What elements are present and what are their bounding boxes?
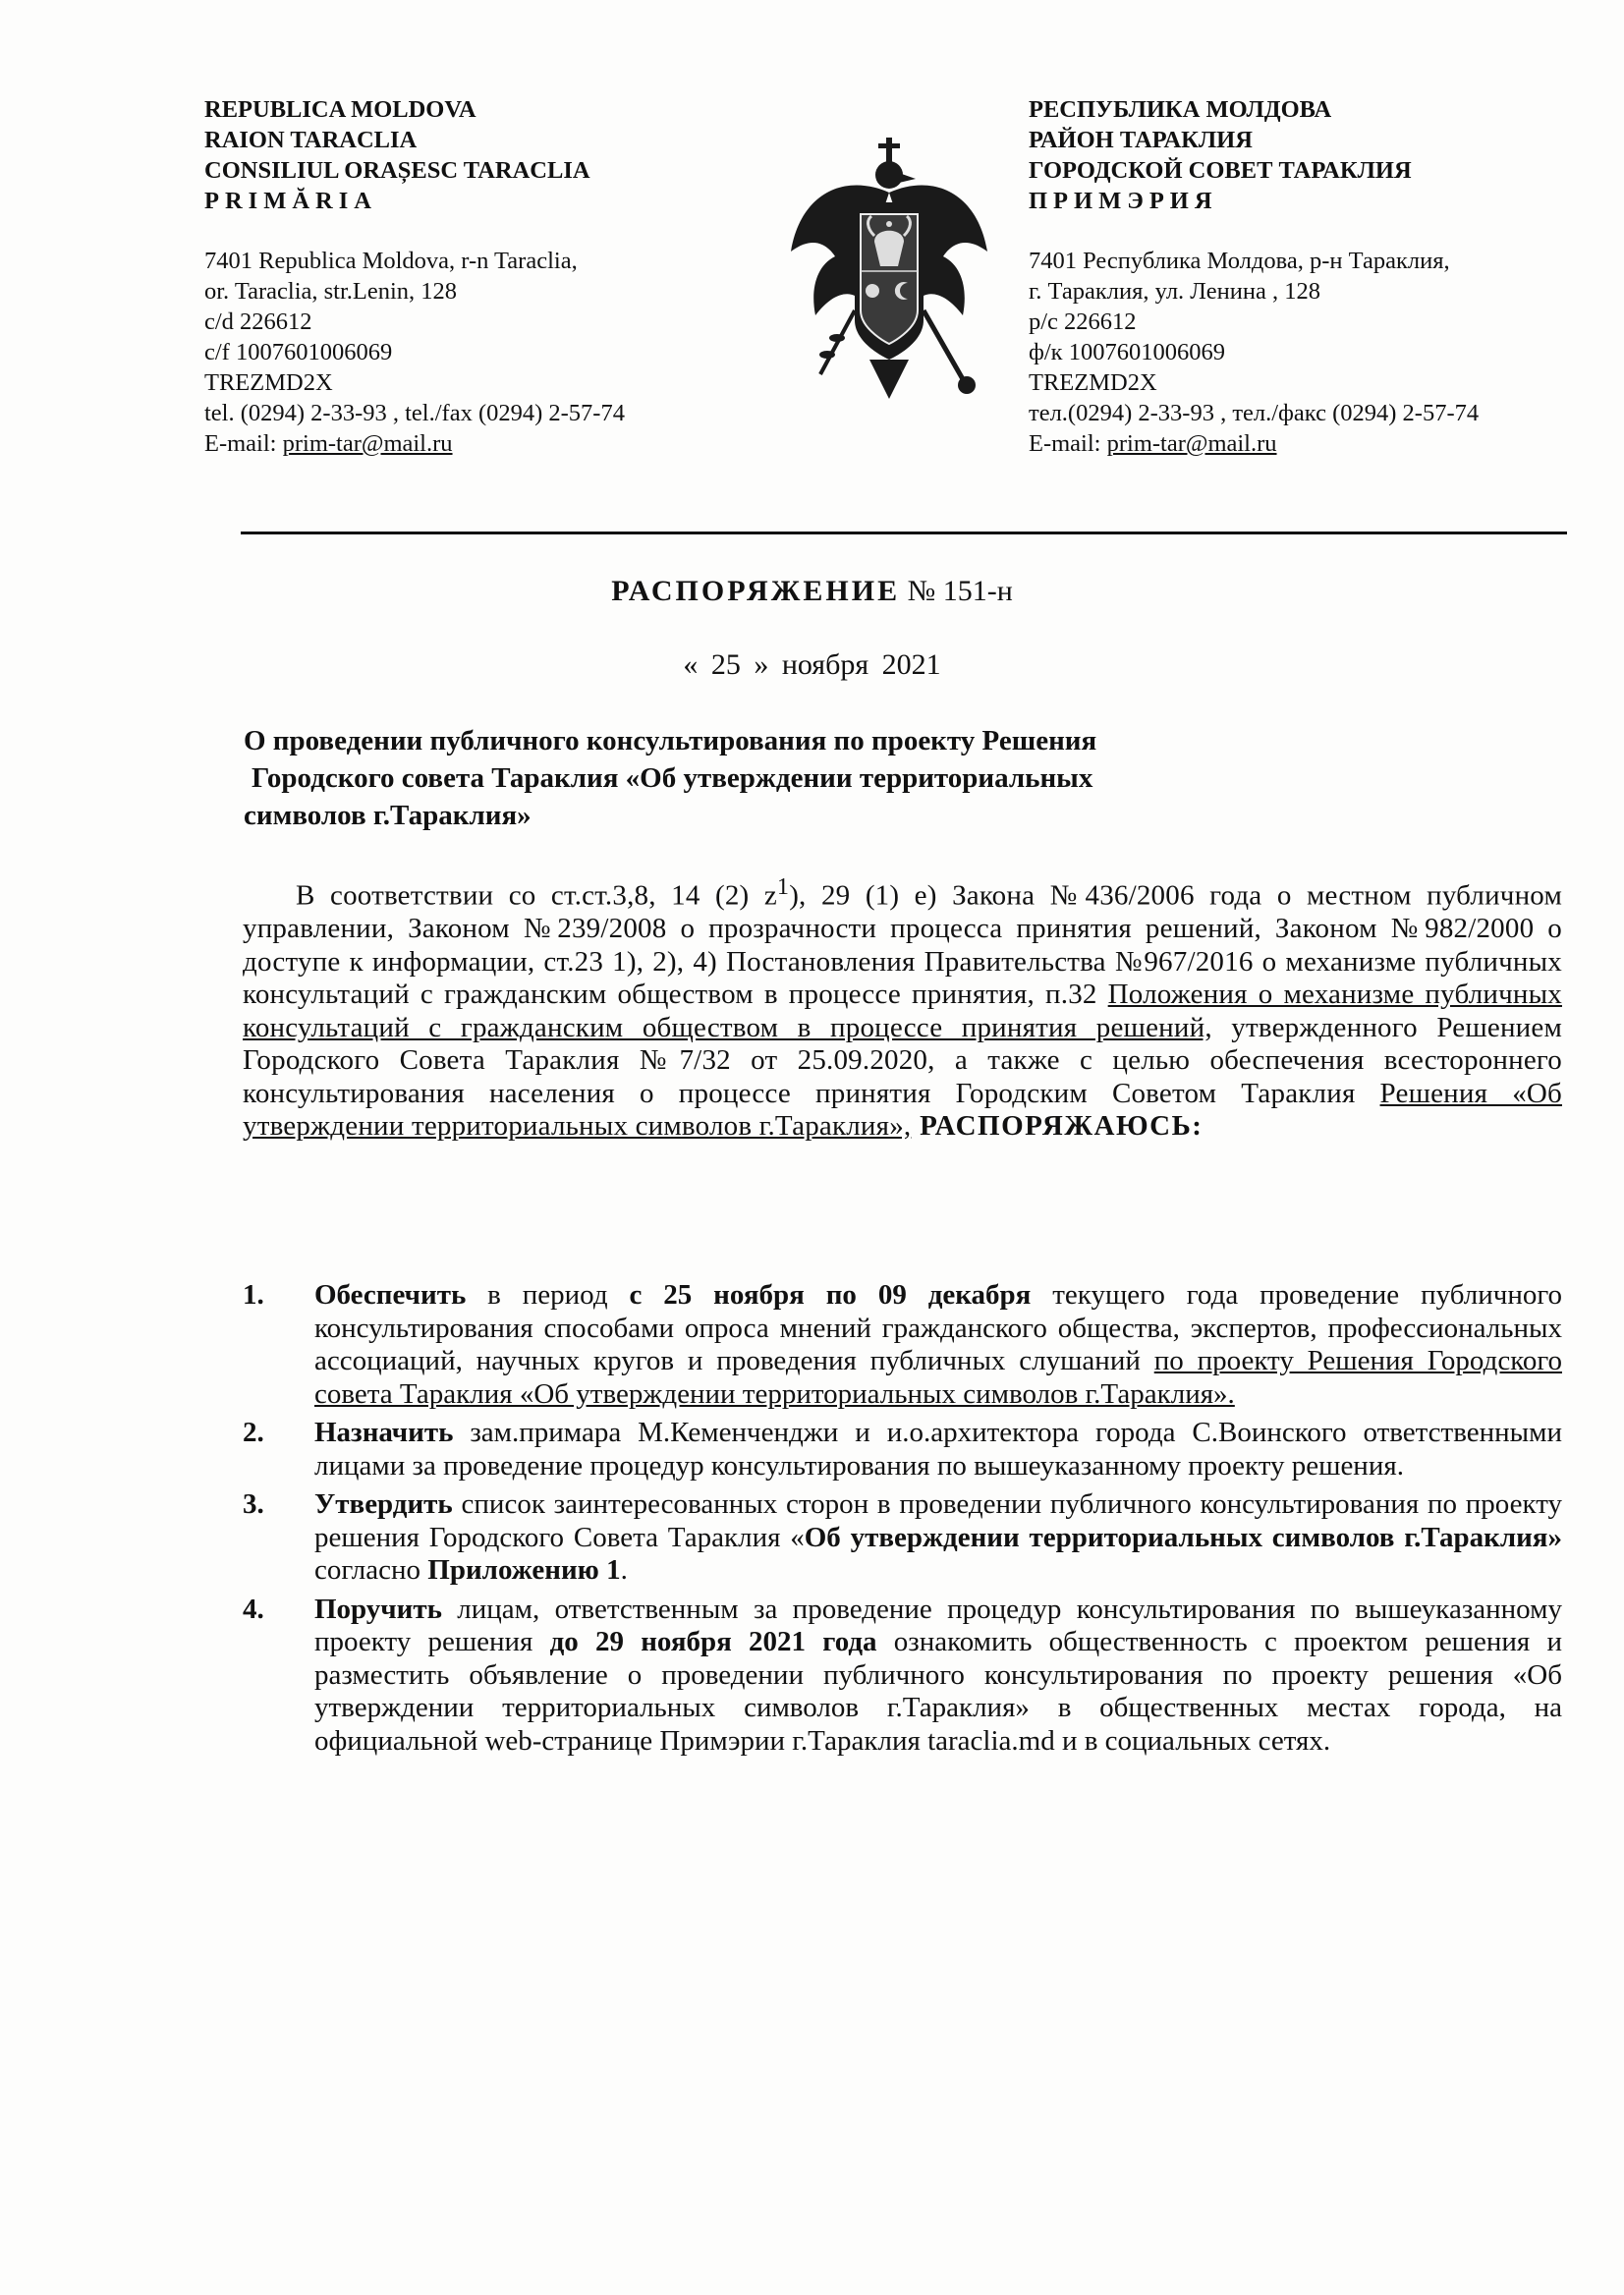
address-line-ru: г. Тараклия, ул. Ленина , 128 bbox=[1029, 278, 1320, 305]
item-verb: Утвердить bbox=[314, 1488, 453, 1520]
subject-line: Городского совета Тараклия «Об утверждении территориальных bbox=[252, 762, 1093, 794]
letterhead-romanian bbox=[204, 94, 755, 459]
list-item bbox=[243, 1279, 1562, 1411]
document-number: № 151-н bbox=[900, 575, 1013, 607]
header-divider bbox=[241, 532, 1567, 534]
document-date: « 25 » ноября 2021 bbox=[683, 648, 941, 681]
item-number: 3. bbox=[243, 1488, 264, 1520]
address-line-ro: or. Taraclia, str.Lenin, 128 bbox=[204, 278, 458, 305]
preamble-text: В соответствии со ст.ст.3,8, 14 (2) z bbox=[296, 879, 777, 912]
office-name-ru: ПРИМЭРИЯ bbox=[1029, 188, 1218, 214]
account-ro: c/d 226612 bbox=[204, 308, 312, 335]
email-line-ru bbox=[1029, 428, 1579, 459]
account-ru: р/с 226612 bbox=[1029, 308, 1137, 335]
email-link-ru[interactable]: prim-tar@mail.ru bbox=[1106, 430, 1277, 457]
list-item bbox=[243, 1488, 1562, 1588]
item-text: текущего года проведение публичного консультирования способами опроса мнений гражданского общества, экспертов, профессиональных ассоциаций, научных кругов и проведения публичных слушаний bbox=[314, 1279, 1563, 1376]
item-number: 1. bbox=[243, 1279, 264, 1311]
decision-reference: Решения «Об утверждении территориальных символов г.Тараклия», bbox=[243, 1077, 1562, 1143]
address-line-ro: 7401 Republica Moldova, r-n Taraclia, bbox=[204, 248, 578, 274]
item-text: . bbox=[620, 1554, 628, 1586]
phone-ru: тел.(0294) 2-33-93 , тел./факс (0294) 2-57-74 bbox=[1029, 400, 1480, 426]
coat-of-arms-icon bbox=[776, 134, 1002, 409]
letterhead-russian bbox=[1029, 94, 1579, 459]
council-name-ru: ГОРОДСКОЙ СОВЕТ ТАРАКЛИЯ bbox=[1029, 157, 1412, 184]
item-verb: Назначить bbox=[314, 1417, 454, 1448]
item-text: лицам, ответственным за проведение процедур консультирования по вышеуказанному проекту решения bbox=[314, 1593, 1562, 1657]
address-line-ru: 7401 Республика Молдова, р-н Тараклия, bbox=[1029, 248, 1450, 274]
item-number: 4. bbox=[243, 1593, 264, 1625]
item-text: согласно bbox=[314, 1554, 428, 1586]
district-name-ro: RAION TARACLIA bbox=[204, 127, 418, 153]
email-line-ro bbox=[204, 428, 755, 459]
list-item bbox=[243, 1594, 1562, 1759]
preamble-text: утвержденного Решением Городского Совета Тараклия №7/32 от 25.09.2020, а также с целью обеспечения всестороннего консультирования населения о процессе принятия Городским Советом Тараклия bbox=[243, 1011, 1563, 1109]
item-deadline: до 29 ноября 2021 года bbox=[549, 1626, 877, 1657]
subject-line: символов г.Тараклия» bbox=[244, 800, 532, 831]
document-title bbox=[0, 575, 1624, 608]
item-reference: по проекту Решения Городского совета Тараклия «Об утверждении территориальных символов г.Тараклия». bbox=[314, 1345, 1562, 1410]
council-name-ro: CONSILIUL ORAȘESC TARACLIA bbox=[204, 157, 590, 184]
phone-ro: tel. (0294) 2-33-93 , tel./fax (0294) 2-57-74 bbox=[204, 400, 625, 426]
item-appendix: Приложению 1 bbox=[427, 1554, 621, 1586]
list-item bbox=[243, 1417, 1562, 1483]
fiscal-code-ro: c/f 1007601006069 bbox=[204, 339, 393, 365]
treasury-code-ro: TREZMD2X bbox=[204, 369, 333, 396]
order-keyword: РАСПОРЯЖАЮСЬ: bbox=[911, 1110, 1204, 1143]
regulation-reference: Положения о механизме публичных консультаций с гражданским обществом в процессе принятия решений, bbox=[243, 979, 1562, 1043]
email-label: E-mail: bbox=[1029, 430, 1107, 457]
item-text: список заинтересованных сторон в проведении публичного консультирования по проекту решения Городского Совета Тараклия « bbox=[314, 1488, 1562, 1553]
item-text: в период bbox=[466, 1279, 630, 1311]
document-subject bbox=[244, 722, 1324, 834]
item-verb: Обеспечить bbox=[314, 1279, 467, 1311]
order-items-list bbox=[243, 1279, 1562, 1763]
item-number: 2. bbox=[243, 1417, 264, 1448]
item-text: зам.примара М.Кеменченджи и и.о.архитектора города С.Воинского ответственными лицами за проведение процедур консультирования по вышеуказанному проекту решения. bbox=[314, 1417, 1562, 1482]
preamble-superscript: 1 bbox=[776, 873, 790, 900]
country-name-ro: REPUBLICA MOLDOVA bbox=[204, 96, 476, 123]
document-type: РАСПОРЯЖЕНИЕ bbox=[611, 575, 901, 607]
office-name-ro: PRIMĂRIA bbox=[204, 188, 377, 214]
item-text: ознакомить общественность с проектом решения и разместить объявление о проведении публичного консультирования по проекту решения «Об утверждении территориальных символов г.Тараклия» в общественных местах города, на официальной web-странице Примэрии г.Тараклия taraclia.md и в социальных сетях. bbox=[314, 1626, 1562, 1757]
preamble-text: ), 29 (1) е) Закона №436/2006 года о местном публичном управлении, Законом №239/2008 о прозрачности процесса принятия решений, Законом №982/2000 о доступе к информации, ст.23 1), 2), 4) Постановления Правительства №967/2016 о механизме публичных консультаций с гражданским обществом в процессе принятия, п.32 bbox=[243, 879, 1563, 1011]
subject-line: О проведении публичного консультирования по проекту Решения bbox=[244, 725, 1097, 756]
item-decision-title: Об утверждении территориальных символов г.Тараклия» bbox=[804, 1521, 1562, 1553]
country-name-ru: РЕСПУБЛИКА МОЛДОВА bbox=[1029, 96, 1332, 123]
treasury-code-ru: TREZMD2X bbox=[1029, 369, 1157, 396]
email-link-ro[interactable]: prim-tar@mail.ru bbox=[282, 430, 453, 457]
preamble-paragraph bbox=[243, 870, 1562, 1144]
item-period: с 25 ноября по 09 декабря bbox=[629, 1279, 1032, 1311]
district-name-ru: РАЙОН ТАРАКЛИЯ bbox=[1029, 127, 1253, 153]
fiscal-code-ru: ф/к 1007601006069 bbox=[1029, 339, 1225, 365]
item-verb: Поручить bbox=[314, 1593, 442, 1625]
email-label: E-mail: bbox=[204, 430, 283, 457]
